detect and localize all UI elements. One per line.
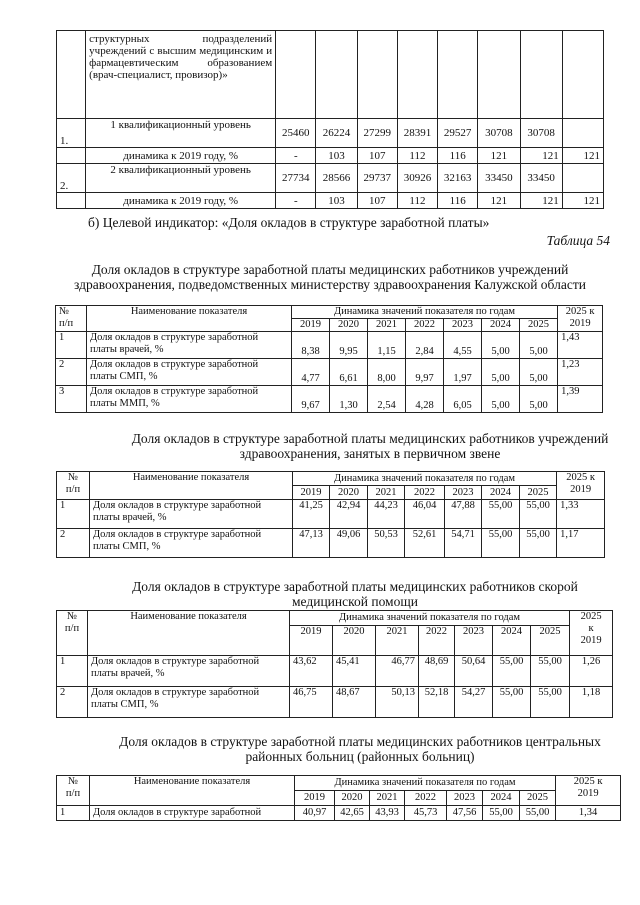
section-title: Доля окладов в структуре заработной платы медицинских работников учреждений здравоохранения, занятых в первичном звене — [131, 431, 609, 461]
year-header: 2020 — [335, 791, 370, 806]
value-cell: 27734 — [276, 164, 316, 193]
value-cell: - — [276, 193, 316, 209]
row-label: Доля окладов в структуре заработной — [90, 386, 259, 397]
value-cell: 9,97 — [406, 359, 444, 386]
value-cell: 50,13 — [376, 687, 419, 718]
value-cell: 48,67 — [333, 687, 376, 718]
year-header: 2021 — [376, 626, 419, 656]
year-header: 2023 — [444, 319, 482, 332]
row-label: Доля окладов в структуре заработной — [91, 656, 260, 667]
value-cell: 55,00 — [483, 806, 520, 821]
row-number: 3 — [56, 386, 87, 413]
value-cell: 45,73 — [405, 806, 447, 821]
table-header-row: № п/п Наименование показателя Динамика значений показателя по годам 2025 к 2019 — [57, 472, 605, 486]
year-header: 2022 — [419, 626, 455, 656]
qualification-group-text: структурных подразделений — [89, 33, 273, 45]
value-cell: 27299 — [357, 119, 397, 148]
row-label: динамика к 2019 году, % — [86, 193, 276, 209]
row-number: 1 — [56, 332, 87, 359]
value-cell: 40,97 — [295, 806, 335, 821]
table-row: 1 Доля окладов в структуре заработной платы врачей, % 8,38 9,95 1,15 2,84 4,55 5,00 5,00 1,43 — [56, 332, 603, 359]
table-row — [57, 806, 621, 821]
year-header: 2019 — [295, 791, 335, 806]
row-label: Доля окладов в структуре заработной — [91, 687, 260, 698]
value-cell: 121 — [562, 193, 603, 209]
value-cell: 107 — [357, 148, 397, 164]
row-number: 2 — [57, 529, 90, 558]
value-cell: 43,62 — [290, 656, 333, 687]
value-cell: 112 — [397, 148, 437, 164]
table-row — [57, 164, 604, 193]
row-number: 1 — [57, 806, 90, 821]
ratio-cell: 1,18 — [570, 687, 613, 718]
section-title: Доля окладов в структуре заработной платы медицинских работников центральных районных больниц (районных больниц) — [119, 734, 601, 764]
value-cell: 45,41 — [333, 656, 376, 687]
value-cell: 5,00 — [482, 386, 520, 413]
value-cell: 5,00 — [520, 386, 558, 413]
section-title: Доля окладов в структуре заработной платы медицинских работников скорой медицинской помощи — [132, 579, 578, 609]
value-cell: 4,28 — [406, 386, 444, 413]
year-header: 2022 — [406, 319, 444, 332]
value-cell: 55,00 — [493, 687, 531, 718]
salary-table-continuation — [56, 30, 604, 209]
year-header: 2019 — [290, 626, 333, 656]
row-number — [57, 148, 86, 164]
value-cell: 116 — [438, 193, 478, 209]
year-header: 2021 — [370, 791, 405, 806]
table-row: 2 Доля окладов в структуре заработной платы СМП, % 47,13 49,06 50,53 52,61 54,71 55,00 55,00 1,17 — [57, 529, 605, 558]
ratio-cell: 1,17 — [557, 529, 605, 558]
value-cell: 4,55 — [444, 332, 482, 359]
value-cell: 42,65 — [335, 806, 370, 821]
value-cell: 2,54 — [368, 386, 406, 413]
row-number: 2 — [56, 359, 87, 386]
year-header: 2024 — [482, 319, 520, 332]
value-cell: 103 — [316, 193, 357, 209]
col-name-header: Наименование показателя — [87, 306, 292, 332]
value-cell: 33450 — [478, 164, 520, 193]
col-name-header: Наименование показателя — [90, 776, 295, 806]
ratio-cell: 1,23 — [558, 359, 603, 386]
value-cell — [562, 119, 603, 148]
year-header: 2020 — [333, 626, 376, 656]
value-cell: 8,38 — [292, 332, 330, 359]
year-header: 2025 — [520, 486, 557, 500]
ratio-header: 2025 — [580, 611, 602, 622]
value-cell: 1,97 — [444, 359, 482, 386]
col-num-header: № — [59, 306, 70, 317]
dynamics-header: Динамика значений показателя по годам — [290, 611, 570, 626]
year-header: 2025 — [520, 319, 558, 332]
row-label: Доля окладов в структуре заработной — [90, 806, 295, 821]
value-cell: 112 — [397, 193, 437, 209]
ratio-cell: 1,39 — [558, 386, 603, 413]
value-cell: 8,00 — [368, 359, 406, 386]
qualification-group-text: фармацевтическим образованием — [89, 57, 273, 69]
row-number: 2. — [57, 164, 86, 193]
value-cell: 9,95 — [330, 332, 368, 359]
value-cell: 5,00 — [520, 332, 558, 359]
row-number — [57, 193, 86, 209]
table-row — [57, 148, 604, 164]
value-cell: 30708 — [520, 119, 562, 148]
salary-share-table-subordinate — [55, 305, 603, 413]
value-cell: 29527 — [438, 119, 478, 148]
col-num-header: № — [67, 472, 79, 483]
dynamics-header: Динамика значений показателя по годам — [293, 472, 557, 486]
value-cell: 55,00 — [493, 656, 531, 687]
col-num-header: № — [67, 776, 79, 787]
value-cell: 28391 — [397, 119, 437, 148]
year-header: 2019 — [293, 486, 330, 500]
year-header: 2022 — [405, 791, 447, 806]
value-cell: 47,13 — [293, 529, 330, 558]
table-header-row: № п/п Наименование показателя Динамика значений показателя по годам 2025 к 2019 — [57, 776, 621, 791]
table-header-row: № п/п Наименование показателя Динамика значений показателя по годам 2025 к 2019 — [56, 306, 603, 319]
value-cell: 107 — [357, 193, 397, 209]
value-cell: 121 — [478, 148, 520, 164]
row-label: 1 квалификационный уровень — [86, 119, 276, 148]
value-cell: 54,71 — [445, 529, 482, 558]
value-cell: 55,00 — [482, 500, 520, 529]
value-cell: 50,53 — [368, 529, 405, 558]
table-row: 1 Доля окладов в структуре заработной платы врачей, % 43,62 45,41 46,77 48,69 50,64 55,00 55,00 1,26 — [57, 656, 613, 687]
row-label: 2 квалификационный уровень — [86, 164, 276, 193]
value-cell: 33450 — [520, 164, 562, 193]
year-header: 2020 — [330, 486, 368, 500]
ratio-cell: 1,43 — [558, 332, 603, 359]
salary-share-table-primary — [56, 471, 605, 558]
target-indicator-text: б) Целевой индикатор: «Доля окладов в структуре заработной платы» — [88, 215, 490, 230]
value-cell: 46,04 — [405, 500, 445, 529]
value-cell: 55,00 — [531, 687, 570, 718]
value-cell: 1,15 — [368, 332, 406, 359]
col-num-header: № — [66, 611, 78, 622]
value-cell: 30708 — [478, 119, 520, 148]
value-cell: 26224 — [316, 119, 357, 148]
value-cell: 30926 — [397, 164, 437, 193]
value-cell: 5,00 — [482, 359, 520, 386]
row-number: 1 — [57, 656, 88, 687]
value-cell — [562, 164, 603, 193]
value-cell: 41,25 — [293, 500, 330, 529]
value-cell: 49,06 — [330, 529, 368, 558]
salary-share-table-district-hospitals — [56, 775, 621, 821]
value-cell: 47,88 — [445, 500, 482, 529]
year-header: 2025 — [531, 626, 570, 656]
value-cell: 32163 — [438, 164, 478, 193]
value-cell: 9,67 — [292, 386, 330, 413]
ratio-header: 2025 к — [566, 472, 595, 483]
qualification-group-text: (врач-специалист, провизор)» — [89, 69, 228, 81]
value-cell: 103 — [316, 148, 357, 164]
qualification-group-text: учреждений с высшим медицинским и — [89, 45, 273, 57]
value-cell: 5,00 — [520, 359, 558, 386]
year-header: 2023 — [445, 486, 482, 500]
col-name-header: Наименование показателя — [90, 472, 293, 500]
value-cell: - — [276, 148, 316, 164]
value-cell: 55,00 — [531, 656, 570, 687]
row-label: Доля окладов в структуре заработной — [93, 500, 262, 511]
ratio-header: 2025 к — [573, 776, 603, 787]
value-cell: 55,00 — [520, 500, 557, 529]
dynamics-header: Динамика значений показателя по годам — [295, 776, 556, 791]
year-header: 2019 — [292, 319, 330, 332]
value-cell: 54,27 — [455, 687, 493, 718]
value-cell: 48,69 — [419, 656, 455, 687]
ratio-cell: 1,34 — [556, 806, 621, 821]
value-cell: 46,75 — [290, 687, 333, 718]
year-header: 2023 — [455, 626, 493, 656]
value-cell: 4,77 — [292, 359, 330, 386]
value-cell: 1,30 — [330, 386, 368, 413]
year-header: 2025 — [520, 791, 556, 806]
col-name-header: Наименование показателя — [88, 611, 290, 656]
row-number: 2 — [57, 687, 88, 718]
value-cell: 6,05 — [444, 386, 482, 413]
table-caption: Таблица 54 — [546, 233, 610, 248]
table-row — [57, 193, 604, 209]
ratio-cell: 1,26 — [570, 656, 613, 687]
year-header: 2022 — [405, 486, 445, 500]
value-cell: 42,94 — [330, 500, 368, 529]
table-row: 2 Доля окладов в структуре заработной платы СМП, % 4,77 6,61 8,00 9,97 1,97 5,00 5,00 1,23 — [56, 359, 603, 386]
value-cell: 2,84 — [406, 332, 444, 359]
year-header: 2020 — [330, 319, 368, 332]
value-cell: 121 — [520, 148, 562, 164]
table-row — [57, 119, 604, 148]
row-number: 1. — [57, 119, 86, 148]
value-cell: 55,00 — [520, 806, 556, 821]
table-row: 3 Доля окладов в структуре заработной платы ММП, % 9,67 1,30 2,54 4,28 6,05 5,00 5,00 1,39 — [56, 386, 603, 413]
dynamics-header: Динамика значений показателя по годам — [292, 306, 558, 319]
table-row: 1 Доля окладов в структуре заработной платы врачей, % 41,25 42,94 44,23 46,04 47,88 55,00 55,00 1,33 — [57, 500, 605, 529]
year-header: 2024 — [482, 486, 520, 500]
ratio-header: 2025 к — [565, 306, 595, 317]
row-number: 1 — [57, 500, 90, 529]
table-header-row: № п/п Наименование показателя Динамика значений показателя по годам 2025 к 2019 — [57, 611, 613, 626]
year-header: 2023 — [447, 791, 483, 806]
value-cell: 46,77 — [376, 656, 419, 687]
value-cell: 6,61 — [330, 359, 368, 386]
value-cell: 47,56 — [447, 806, 483, 821]
value-cell: 121 — [520, 193, 562, 209]
year-header: 2021 — [368, 319, 406, 332]
value-cell: 5,00 — [482, 332, 520, 359]
salary-share-table-ambulance — [56, 610, 613, 718]
value-cell: 55,00 — [520, 529, 557, 558]
value-cell: 55,00 — [482, 529, 520, 558]
value-cell: 121 — [478, 193, 520, 209]
value-cell: 121 — [562, 148, 603, 164]
value-cell: 29737 — [357, 164, 397, 193]
row-label: Доля окладов в структуре заработной — [93, 529, 262, 540]
row-label: Доля окладов в структуре заработной — [90, 332, 259, 343]
row-label: динамика к 2019 году, % — [86, 148, 276, 164]
value-cell: 44,23 — [368, 500, 405, 529]
value-cell: 43,93 — [370, 806, 405, 821]
table-row: 2 Доля окладов в структуре заработной платы СМП, % 46,75 48,67 50,13 52,18 54,27 55,00 55,00 1,18 — [57, 687, 613, 718]
section-title: Доля окладов в структуре заработной платы медицинских работников учреждений здравоохранения, подведомственных министерству здравоохранения Калужской области — [74, 262, 586, 292]
value-cell: 52,61 — [405, 529, 445, 558]
year-header: 2021 — [368, 486, 405, 500]
table-row — [57, 31, 604, 119]
year-header: 2024 — [493, 626, 531, 656]
value-cell: 116 — [438, 148, 478, 164]
value-cell: 50,64 — [455, 656, 493, 687]
ratio-cell: 1,33 — [557, 500, 605, 529]
value-cell: 25460 — [276, 119, 316, 148]
value-cell: 52,18 — [419, 687, 455, 718]
value-cell: 28566 — [316, 164, 357, 193]
row-label: Доля окладов в структуре заработной — [90, 359, 259, 370]
year-header: 2024 — [483, 791, 520, 806]
